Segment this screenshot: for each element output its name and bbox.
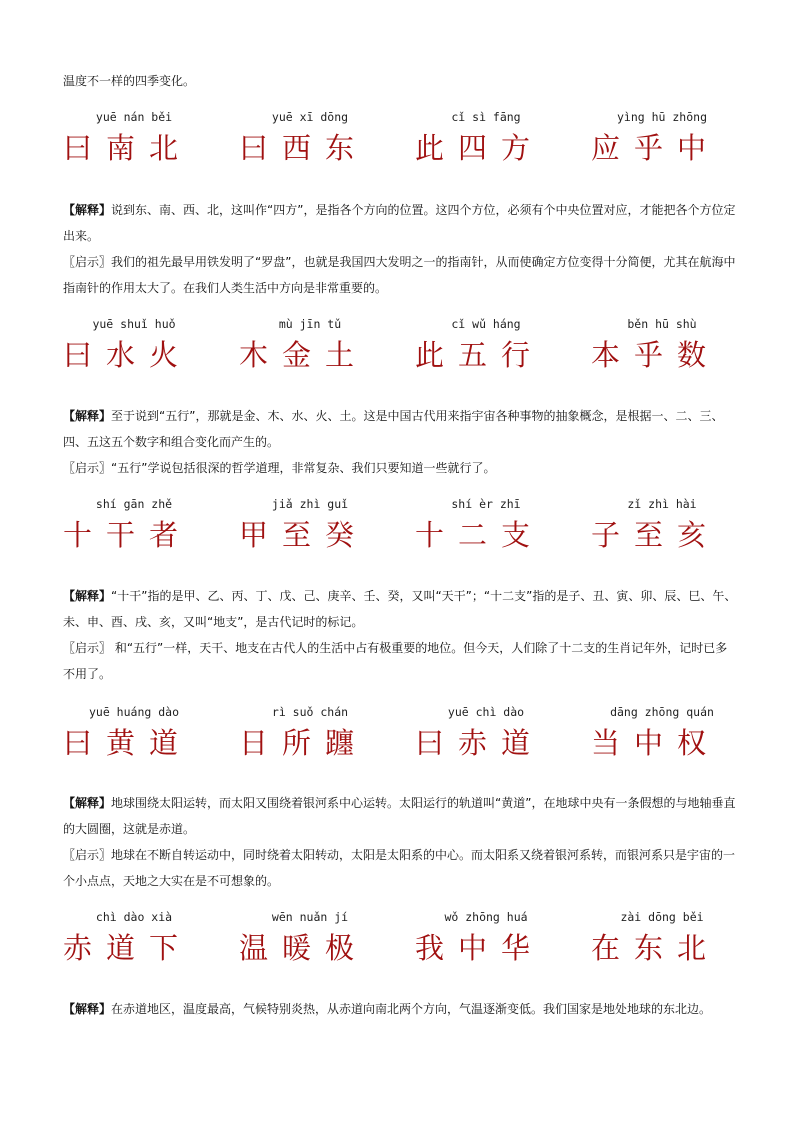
explanation-paragraph [63, 790, 739, 842]
pinyin-text: yuē huáng dào [88, 705, 179, 719]
hanzi-text: 日所躔 [239, 726, 369, 760]
pinyin-text: shí èr zhī [451, 497, 521, 511]
hanzi-text: 赤道下 [63, 931, 193, 965]
insight-paragraph [63, 635, 739, 687]
verse-line [63, 317, 743, 387]
verse-group [239, 110, 389, 180]
verse-group [591, 705, 741, 775]
pinyin-text: yuē nán běi [95, 110, 173, 124]
hanzi-text: 曰南北 [63, 131, 193, 165]
verse-group [63, 497, 213, 567]
verse-group [591, 497, 741, 567]
verse-group [415, 110, 565, 180]
hanzi-text: 木金土 [239, 338, 369, 372]
explanation-paragraph [63, 403, 739, 455]
explain-label: 【解释】 [63, 796, 112, 810]
explain-text: 在赤道地区，温度最高，气候特别炎热，从赤道向南北两个方向，气温逐渐变低。我们国家是地处地球的东北边。 [111, 1002, 712, 1016]
verse-group [63, 317, 213, 387]
pinyin-text: yuē xī dōng [271, 110, 349, 124]
hanzi-text: 子至亥 [591, 518, 721, 552]
verse-line [63, 110, 743, 180]
explanation-paragraph [63, 197, 739, 249]
verse-group [239, 497, 389, 567]
verse-group [415, 705, 565, 775]
explanation-paragraph [63, 583, 739, 635]
pinyin-text: yìng hū zhōng [616, 110, 707, 124]
explain-text: “十干”指的是甲、乙、丙、丁、戊、己、庚辛、壬、癸，又叫“天干”；“十二支”指的是子、丑、寅、卯、辰、巳、午、未、申、酉、戌、亥，又叫“地支”，是古代记时的标记。 [63, 589, 737, 629]
verse-line [63, 910, 743, 980]
pinyin-text: yuē chì dào [447, 705, 525, 719]
insight-paragraph [63, 249, 739, 301]
insight-text: 地球在不断自转运动中，同时绕着太阳转动，太阳是太阳系的中心。而太阳系又绕着银河系转，而银河系只是宇宙的一个小点点，天地之大实在是不可想象的。 [63, 848, 736, 888]
insight-label: 〖启示〗 [63, 848, 112, 862]
insight-text: “五行”学说包括很深的哲学道理，非常复杂、我们只要知道一些就行了。 [111, 461, 496, 475]
pinyin-text: mù jīn tǔ [278, 317, 342, 331]
explain-label: 【解释】 [63, 203, 112, 217]
pinyin-text: zǐ zhì hài [627, 497, 697, 511]
hanzi-text: 曰水火 [63, 338, 193, 372]
hanzi-text: 在东北 [591, 931, 721, 965]
hanzi-text: 曰黄道 [63, 726, 193, 760]
verse-group [63, 705, 213, 775]
pinyin-text: zài dōng běi [620, 910, 704, 924]
pinyin-text: chì dào xià [95, 910, 173, 924]
verse-group [239, 317, 389, 387]
pinyin-text: yuē shuǐ huǒ [92, 317, 176, 331]
insight-paragraph [63, 842, 739, 894]
verse-group [415, 497, 565, 567]
explain-text: 说到东、南、西、北，这叫作“四方”，是指各个方向的位置。这四个方位，必须有个中央位置对应，才能把各个方位定出来。 [63, 203, 736, 243]
verse-group [239, 705, 389, 775]
explain-text: 至于说到“五行”，那就是金、木、水、火、土。这是中国古代用来指宇宙各种事物的抽象概念，是根据一、二、三、四、五这五个数字和组合变化而产生的。 [63, 409, 724, 449]
pinyin-text: shí gān zhě [95, 497, 173, 511]
explanation-paragraph [63, 996, 739, 1022]
verse-group [239, 910, 389, 980]
pinyin-text: wēn nuǎn jí [271, 910, 349, 924]
verse-group [63, 110, 213, 180]
pinyin-text: jiǎ zhì guǐ [271, 497, 349, 511]
insight-paragraph [63, 455, 739, 481]
hanzi-text: 应乎中 [591, 131, 721, 165]
hanzi-text: 我中华 [415, 931, 545, 965]
insight-label: 〖启示〗 [63, 461, 112, 475]
pinyin-text: běn hū shù [627, 317, 697, 331]
insight-label: 〖启示〗 [63, 255, 112, 269]
verse-group [591, 110, 741, 180]
explain-text: 地球围绕太阳运转，而太阳又围绕着银河系中心运转。太阳运行的轨道叫“黄道”，在地球中央有一条假想的与地轴垂直的大圆圈，这就是赤道。 [63, 796, 736, 836]
hanzi-text: 曰赤道 [415, 726, 545, 760]
hanzi-text: 甲至癸 [239, 518, 369, 552]
pinyin-text: dāng zhōng quán [610, 705, 714, 719]
hanzi-text: 十二支 [415, 518, 545, 552]
verse-group [591, 910, 741, 980]
verse-group [63, 910, 213, 980]
hanzi-text: 曰西东 [239, 131, 369, 165]
hanzi-text: 此五行 [415, 338, 545, 372]
pinyin-text: cǐ sì fāng [451, 110, 521, 124]
verse-group [591, 317, 741, 387]
verse-group [415, 317, 565, 387]
hanzi-text: 此四方 [415, 131, 545, 165]
verse-group [415, 910, 565, 980]
hanzi-text: 温暖极 [239, 931, 369, 965]
pinyin-text: rì suǒ chán [271, 705, 349, 719]
hanzi-text: 十干者 [63, 518, 193, 552]
hanzi-text: 当中权 [591, 726, 721, 760]
verse-line [63, 705, 743, 775]
hanzi-text: 本乎数 [591, 338, 721, 372]
intro-text: 温度不一样的四季变化。 [63, 74, 196, 88]
explain-label: 【解释】 [63, 589, 112, 603]
explain-label: 【解释】 [63, 409, 112, 423]
insight-text: 和“五行”一样，天干、地支在古代人的生活中占有极重要的地位。但今天，人们除了十二支的生肖记年外，记时已多不用了。 [63, 641, 728, 681]
insight-text: 我们的祖先最早用铁发明了“罗盘”，也就是我国四大发明之一的指南针，从而使确定方位变得十分简便，尤其在航海中指南针的作用太大了。在我们人类生活中方向是非常重要的。 [63, 255, 736, 295]
explain-label: 【解释】 [63, 1002, 112, 1016]
pinyin-text: cǐ wǔ háng [451, 317, 521, 331]
verse-line [63, 497, 743, 567]
insight-label: 〖启示〗 [63, 641, 112, 655]
pinyin-text: wǒ zhōng huá [444, 910, 528, 924]
